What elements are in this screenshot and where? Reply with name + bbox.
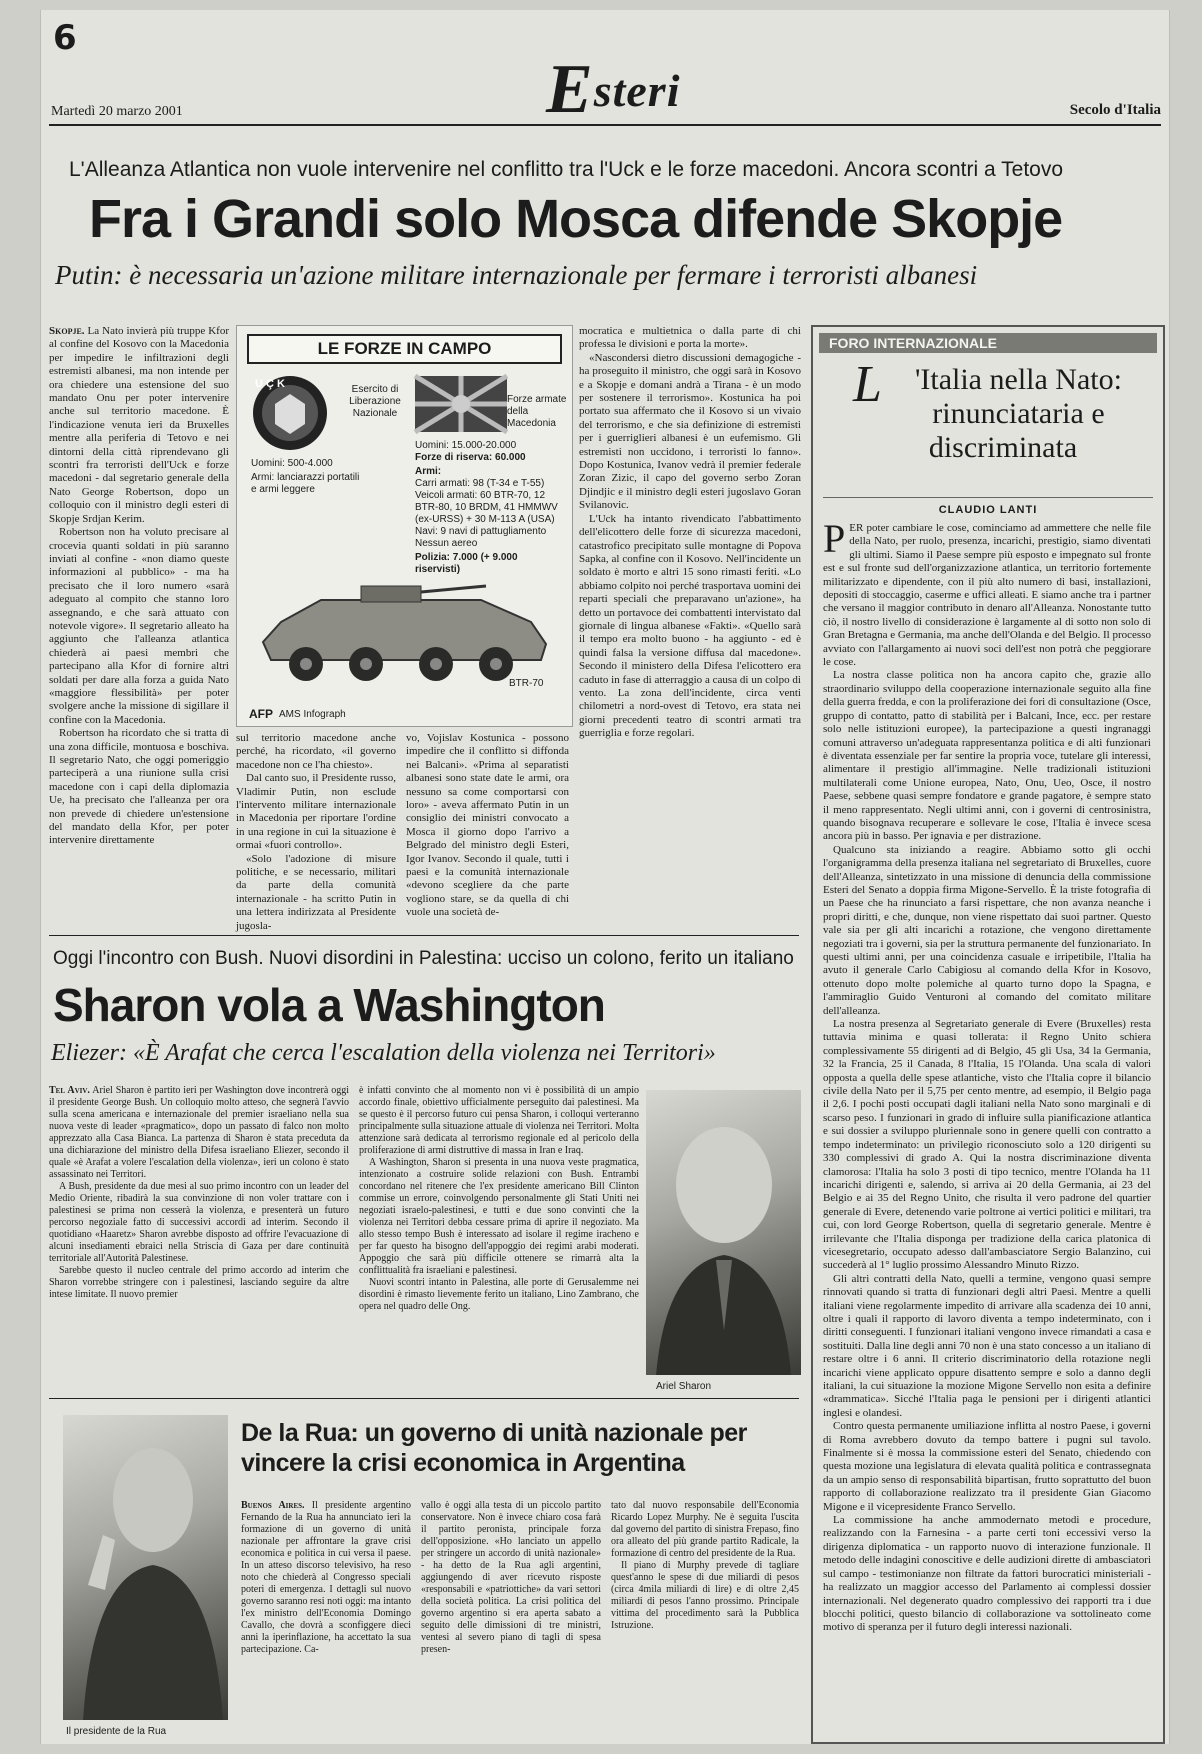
delarua-col2-text: vallo è oggi alla testa di un piccolo partito conservatore. Non è invece chiaro cosa farà il partito peronista, principale forza dell'opposizione. «Ho lanciato un appello per stringere un accordo di unità nazionale» - ha detto de la Rua agli argentini, aggiungendo di aver ricevuto risposte «responsabili e «patriottiche» da vari settori della società politica. La crisi politica del governo argentino si era aperta sabato a seguito delle dimissioni di tre ministri, ventesi al severo piano di tagli di spesa presen- xyxy=(421,1500,601,1655)
sharon-dateline: Tel Aviv. xyxy=(49,1085,90,1096)
opinion-para6: Contro questa permanente umiliazione inflitta al nostro Paese, i governi di Roma avrebbero dovuto da tempo battere i pugni sul tavolo. Finalmente si è mossa la commissione esteri del Senato, chiedendo con questa mozione una legislatura di elevata qualità politica e contrassegnata da un ampio senso di responsabilità bipartisan, frutto soprattutto del buon rapporto di collaborazione realizzato tra il presidente Gian Giacomo Migone e il vicepresidente Franco Servello. xyxy=(823,1420,1151,1513)
macedonia-flag-icon xyxy=(415,376,507,432)
newspaper-page xyxy=(40,10,1170,1744)
section-title-rest: steri xyxy=(593,65,681,116)
delarua-photo xyxy=(63,1415,228,1720)
sharon-col1-text2: A Bush, presidente da due mesi al suo primo incontro con un leader del Medio Oriente, ribadirà la sua convinzione di non voler trattare con i palestinesi se prima non cesserà la violenza, e presenterà un futuro percorso negoziale fatto di successivi accordi ad interim. Secondo il quotidiano «Haaretz» Sharon avrebbe disposto ad offrire l'evacuazione di alcuni insediamenti ebraici nella Striscia di Gaza per dare continuità territoriale all'Autorità Palestinese. xyxy=(49,1181,349,1264)
opinion-para1: ER poter cambiare le cose, cominciamo ad ammettere che nelle file della Nato, per ruolo, presenza, incarichi, prestigio, siamo diventati gli ultimi. Siamo il Paese sempre più esposto e impegnato sul fronte est e sul fronte sud dell'organizzazione atlantica, un territorio fortemente militarizzato e dipendente, con il più alto numero di basi, installazioni, depositi di stoccaggio, caserme e uffici alleati. E siamo anche tra i partner che versano il maggior contributo in denaro all'Alleanza. Nonostante tutto ciò, il nostro livello di considerazione è largamente al di sotto non solo di Gran Bretagna e Germania, ma anche dell'Olanda e del Belgio. Il processo avviato con l'allargamento ai nuovi soci dell'est non potrà che peggiorare le cose. xyxy=(823,522,1151,669)
main-column-4 xyxy=(579,325,801,922)
opinion-para5: Gli altri contratti della Nato, quelli a termine, vengono quasi sempre rinnovati quando si tratta di funzionari degli altri Paesi. Mentre a quelli italiani viene regolarmente impedito di arrivare alla scadenza dei 10 anni, oltre i quali il rapporto di lavoro diventa a tempo indeterminato, con i diritti conseguenti. I funzionari italiani vengono invece rimandati a casa e sostituiti. Dalla line degli anni 70 non è una stato concesso a un italiano di restare oltre i 6 anni. Il criterio discriminatorio della rotazione negli incarichi viene applicato oppure disattento sempre e solo a danno degli italiani, la cui situazione la mozione Migone Servello non esita a definire «drammatica». Sicché l'Italia paga le pensioni per i dirigenti atlantici inglesi e olandesi. xyxy=(823,1272,1151,1419)
delarua-column-1 xyxy=(241,1500,411,1740)
sharon-column-1 xyxy=(49,1085,349,1385)
opinion-para4: La nostra presenza al Segretariato generale di Evere (Bruxelles) resta tuttavia minima e quasi tollerata: il Regno Unito schiera complessivamente 55 dirigenti ad di Belgio, 45 gli Usa, 34 la Germania, 32 la Francia, 25 il Canada, 8 l'Italia, 15 l'Olanda. Una scala di valori opposta a quella delle spese atlantiche, visto che l'Italia copre il bilancio civile della Nato per il 5,75 per cento mentre, ad esempio, il Belgio paga il 2,6. I pochi posti occupati dagli italiani nella Nato sono marginali e di scarso peso. I funzionari in grado di influire sulla pianificazione atlantica e sui dossier a sviluppo pluriennale sono in genere quelli con contratto a tempo indeterminato: un privilegio riconosciuto solo a 120 dirigenti su 330 complessivi di grado A. Qui la nostra discriminazione diventa clamorosa: l'Italia ha solo 3 posti di tipo tecnico, mentre l'Olanda ha 11 incarichi dirigenti e, salendo, si arriva ai 20 della Germania, ai 23 del Belgio e ai 35 del Regno Unito, che risulta il vero padrone del quartier generale di Evere, detenendo varie poltrone ai vertici politici e militari, tra cui, con lord George Robertson, quella di segretario generale. Mentre è irrilevante che l'Italia disponga per tradizione della carica platonica di vicesegretario, occupato adesso dall'ambasciatore Sergio Balanzino, cui succederà al 1° luglio prossimo Alessandro Minuto Rizzo. xyxy=(823,1018,1151,1272)
sharon-col2-text: è infatti convinto che al momento non vi è possibilità di un ampio accordo finale, obiettivo ufficialmente perseguito dai palestinesi. Ma se questo è il percorso futuro cui pensa Sharon, i colloqui verteranno principalmente sulla situazione attuale di violenza nei Territori. Molta attenzione sarà dedicata al terrorismo regionale ed al pericolo della proliferazione di armi distruttive di massa in Iran e Iraq. xyxy=(359,1085,639,1156)
delarua-col3-text: tato dal nuovo responsabile dell'Economia Ricardo Lopez Murphy. Ne è seguita l'uscita dal governo del partito di sinistra Frepaso, fino ora alleato del più grande partito Radicale, la formazione di centro del presidente de la Rua. xyxy=(611,1500,799,1559)
main-col3-text: vo, Vojislav Kostunica - possono impedire che il conflitto si diffonda nei Balcani». «Prima al separatisti albanesi sono state date le armi, ora nessuno sa come comportarsi con loro» - aveva affermato Putin in un consiglio dei ministri convocato a Mosca il giorno dopo l'arrivo a Belgrado del ministro degli Esteri, Igor Ivanov. Secondo il quale, tutti i paesi e la comunità internazionale «devono scegliere da che parte vogliono stare, se da quella di chi vuole una società de- xyxy=(406,732,569,919)
section-title xyxy=(546,50,680,130)
main-col2-text3: «Solo l'adozione di misure politiche, e se necessario, militari da parte della comunità internazionale - ha scritto Putin in una lettera indirizzata al Presidente jugosla- xyxy=(236,852,396,932)
infographic-title: LE FORZE IN CAMPO xyxy=(247,334,562,364)
main-dateline: Skopje. xyxy=(49,325,85,337)
main-col1-text: La Nato invierà più truppe Kfor al confine del Kosovo con la Macedonia per impedire le infiltrazioni degli estremisti albanesi, ma non intende per ora chiedere una estensione del suo mandato Onu per poter intervenire anche sul territorio macedone. È l'indicazione venuta ieri da Bruxelles mentre alla periferia di Tetovo e nei dintorni della città riprendevano gli scontri fra terroristi dell'Uck e forze macedoni - dal segretario generale della Nato George Robertson, dopo un colloquio con il ministro degli esteri di Skopje Srdjan Kerim. xyxy=(49,325,229,525)
delarua-headline: De la Rua: un governo di unità nazionale per vincere la crisi economica in Argentina xyxy=(241,1419,747,1477)
main-column-1 xyxy=(49,325,229,910)
mac-air: Nessun aereo xyxy=(415,538,478,549)
opinion-byline: CLAUDIO LANTI xyxy=(823,497,1153,516)
uck-name: Esercito di Liberazione Nazionale xyxy=(349,384,401,419)
section-initial: E xyxy=(546,51,594,128)
forces-infographic xyxy=(236,325,573,727)
sharon-rule xyxy=(49,935,799,936)
main-col4-text2: «Nascondersi dietro discussioni demagogiche - ha proseguito il ministro, che oggi sarà in Kosovo e a Skopje e domani andrà a Tirana - è un modo per sostenere il terrorismo». Kostunica ha poi portato sua affermato che il Kosovo si un vivaio del terrorismo, e che sia definizione di estremisti per i guerriglieri albanesi è un eufemismo. Gli estremisti non uccidono, i terroristi lo fanno». Dopo Kostunica, Ivanov vedrà il premier federale Zoran Zizic, il capo del governo serbo Zoran Djindjic e il ministro degli esteri jugoslavo Goran Svilanovic. xyxy=(579,351,801,512)
sharon-subheadline: Eliezer: «È Arafat che cerca l'escalation della violenza nei Territori» xyxy=(51,1040,716,1066)
sharon-column-2 xyxy=(359,1085,639,1385)
uck-arms: Armi: lanciarazzi portatili e armi leggere xyxy=(251,472,360,495)
opinion-title-text: 'Italia nella Nato: rinunciataria e discriminata xyxy=(914,363,1122,464)
main-headline: Fra i Grandi solo Mosca difende Skopje xyxy=(89,189,1063,249)
infographic-credit: AFP xyxy=(249,707,273,721)
macedonia-name: Forze armate della Macedonia xyxy=(507,394,567,429)
main-col2-text: sul territorio macedone anche perché, ha ricordato, «il governo macedone non ce l'ha chiesto». xyxy=(236,732,396,771)
header-rule xyxy=(49,124,1161,126)
main-col2-text2: Dal canto suo, il Presidente russo, Vladimir Putin, non esclude l'intervento militare internazionale in Macedonia per riportare l'ordine in una regione in cui la situazione è ormai «fuori controllo». xyxy=(236,772,396,852)
sharon-col1-text: Ariel Sharon è partito ieri per Washington dove incontrerà oggi il presidente George Bush. Un colloquio molto atteso, che segnerà l'avvio sulla scena americana e internazionale del premier israeliano nella sua nuova veste di leader «pragmatico», dopo un passato di falco non molto apprezzato alla Casa Bianca. La partenza di Sharon è stata preceduta da una dichiarazione del ministro della Difesa israeliano Eliezer, secondo il quale «è Arafat a volere l'escalation della violenza», ieri un colono è stato assassinato nei Territori. xyxy=(49,1085,350,1180)
mac-reserve: Forze di riserva: 60.000 xyxy=(415,452,526,463)
uck-men: Uomini: 500-4.000 xyxy=(251,458,333,469)
mac-tanks: Carri armati: 98 (T-34 e T-55) xyxy=(415,478,545,489)
main-col1-text3: Robertson ha ricordato che si tratta di una zona difficile, montuosa e boschiva. Il segretario Nato, che oggi pomeriggio parteciperà a una riunione sulla crisi macedone con i capi della diplomazia Ue, ha precisato che l'alleanza per ora non prevede di chiedere un'estensione del mandato della Kfor, per poter intervenire direttamente xyxy=(49,727,229,847)
mac-navy: Navi: 9 navi di pattugliamento xyxy=(415,526,547,537)
portrait-icon xyxy=(63,1415,228,1720)
delarua-column-3 xyxy=(611,1500,799,1740)
delarua-col1-text: Il presidente argentino Fernando de la Rua ha annunciato ieri la formazione di un governo di unità nazionale per affrontare la grave crisi economica e politica in cui versa il paese. In un atteso discorso televisivo, ha reso noto che chiederà al Congresso speciali poteri di emergenza. I dettagli sul nuovo governo saranno resi noti oggi: ma intanto l'ex ministro dell'Economia Domingo Cavallo, che dovrà a sconfiggere dieci anni la iperinflazione, ha accettato la sua partecipazione. Ca- xyxy=(241,1500,411,1655)
sharon-photo xyxy=(646,1090,801,1375)
opinion-body xyxy=(823,516,1151,1732)
delarua-rule xyxy=(49,1398,799,1399)
masthead: Secolo d'Italia xyxy=(1069,102,1161,118)
portrait-icon xyxy=(646,1090,801,1375)
main-column-2 xyxy=(236,732,396,932)
delarua-dateline: Buenos Aires. xyxy=(241,1500,305,1511)
sharon-headline: Sharon vola a Washington xyxy=(53,979,605,1031)
mac-arms-label: Armi: xyxy=(415,466,442,477)
delarua-column-2 xyxy=(421,1500,601,1740)
mac-men: Uomini: 15.000-20.000 xyxy=(415,440,517,451)
opinion-drop-cap: P xyxy=(823,516,846,561)
sharon-col2-text2: A Washington, Sharon si presenta in una nuova veste pragmatica, intenzionato a costruire solide relazioni con Bush. Entrambi concordano nel ritenere che l'ex presidente americano Bill Clinton commise un errore, coinvolgendo personalmente gli Stati Uniti nei negoziati israelo-palestinesi, e tutti e due sono convinti che la violenza nei Territori debba cessare prima di aprire il negoziato. Ma allo stesso tempo Bush è interessato ad isolare il regime iracheno e per far questo ha bisogno dell'appoggio dei regimi arabi moderati. Appoggio che sarà più difficile ottenere se rimarrà alta la conflittualità fra israeliani e palestinesi. xyxy=(359,1157,639,1276)
main-col4-text3: L'Uck ha intanto rivendicato l'abbattimento dell'elicottero delle forze di sicurezza macedoni, catastrofico precipitato sulle montagne di Popova Sapka, al confine con il Kosovo. Nell'incidente un soldato è morto e altri 15 sono rimasti feriti. «Lo abbiamo colpito noi perché trasportava uomini dei reparti speciali che preparavano un'azione», ha detto un portavoce dei combattenti intervistato dal giornale di lingua albanese «Fakti». «Quello sarà il tempo era molto buono - ha aggiunto - ed è quindi falsa la versione diffusa dal macedone». Secondo il ministero della Difesa l'elicottero era caduto in fase di atterraggio a causa di un colpo di vento. La zona dell'incidente, circa venti chilometri a nord-ovest di Tetovo, era stata nei giorni precedenti teatro di scontri armati tra guerriglia e forze regolari. xyxy=(579,512,801,740)
main-subheadline: Putin: è necessaria un'azione militare internazionale per fermare i terroristi albanesi xyxy=(55,260,978,290)
mac-vehicles: Veicoli armati: 60 BTR-70, 12 BTR-80, 10 BRDM, 41 HMMWV (ex-URSS) + 30 M-113 A (USA) xyxy=(415,490,558,525)
uck-label: U Ç K xyxy=(255,378,285,390)
opinion-title xyxy=(853,356,1153,465)
sharon-col2-text3: Nuovi scontri intanto in Palestina, alle porte di Gerusalemme nei disordini è rimasto lievemente ferito un italiano, Lino Zambrano, che opera nel quadro delle Ong. xyxy=(359,1277,639,1312)
main-kicker: L'Alleanza Atlantica non vuole intervenire nel conflitto tra l'Uck e le forze macedoni. Ancora scontri a Tetovo xyxy=(69,158,1064,181)
sharon-photo-caption: Ariel Sharon xyxy=(656,1381,712,1392)
main-col1-text2: Robertson non ha voluto precisare al crocevia quanti soldati in più saranno inviati al confine - «non diamo queste informazioni al pubblico» - ma ha precisato che il loro numero «sarà adeguato al compito che stanno loro assegnando, e che sarà attuato con notevole vigore». Il segretario alleato ha aggiunto che l'alleanza atlantica chiederà ai paesi membri che partecipano alla Kfor di fornire altri soldati per dare alla forza a guida Nato «maggiore flessibilità» per poter svolgere anche la missione di sigillare il confine con la Macedonia. xyxy=(49,526,229,726)
opinion-para7: La commissione ha anche ammodernato metodi e procedure, realizzando con la Farnesina - a parte certi toni eccessivi verso la dirigenza diplomatica - un rapporto nuovo di interazione funzionale. Il metodo delle indagini conoscitive e delle audizioni dirette di ambasciatori sul campo - testimonianze non filtrate da fattori burocratici ministeriali - ha realizzato un maggior accesso del Parlamento ai complessi dossier internazionali. Nel degenerato quadro complessivo dei rapporti tra i due blocchi politici, questo bilancio di collaborazione va sottolineato come motivo di speranza per il futuro degli interessi nazionali. xyxy=(823,1514,1151,1634)
delarua-col3-text2: Il piano di Murphy prevede di tagliare quest'anno le spese di due miliardi di pesos (circa 4mila miliardi di lire) e di oltre 2,45 miliardi di pesos l'anno prossimo. Principale vittima del procedimento sarà la Pubblica Istruzione. xyxy=(611,1560,799,1631)
opinion-band: FORO INTERNAZIONALE xyxy=(819,333,1157,353)
main-column-3 xyxy=(406,732,569,922)
mac-police: Polizia: 7.000 (+ 9.000 riservisti) xyxy=(415,552,518,575)
sharon-kicker: Oggi l'incontro con Bush. Nuovi disordini in Palestina: ucciso un colono, ferito un italiano xyxy=(53,948,794,969)
issue-date: Martedì 20 marzo 2001 xyxy=(51,104,183,119)
sharon-col1-text3: Sarebbe questo il nucleo centrale del primo accordo ad interim che Sharon vorrebbe stringere con i palestinesi, lasciando seguire da altre intese limitate. Il nuovo premier xyxy=(49,1265,349,1300)
armored-vehicle-icon xyxy=(251,572,561,692)
opinion-para3: Qualcuno sta iniziando a reagire. Abbiamo sotto gli occhi l'organigramma della presenza italiana nel segretariato di Bruxelles, cuore dell'Alleanza, sintetizzato in una missione di denuncia della commissione Esteri del Senato a doppia firma Migone-Servello. È la triste fotografia di un Paese che ha rinunciato a farsi rispettare, che non avanza neanche i propri diritti, e che, dunque, non viene rispettato dai suoi partner. Questo vale sia per gli alti incarichi a rotazione, che vengono direttamente negoziati tra i governi, sia per la struttura permanente del funzionariato. In questi ultimi anni, per una coincidenza casuale e irripetibile, l'Italia ha avuto il generale Carlo Cabigiosu al comando della Kfor in Kosovo, ottenuto dopo molte polemiche al quarto turno dopo la Spagna, e l'ammiraglio Guido Venturoni al comando del comitato militare dell'alleanza. xyxy=(823,843,1151,1017)
main-col4-text: mocratica e multietnica o dalla parte di chi professa le divisioni e porta la morte». xyxy=(579,325,801,351)
opinion-box xyxy=(811,325,1165,1744)
opinion-para2: La nostra classe politica non ha ancora capito che, grazie allo straordinario sviluppo della cooperazione internazionale seguito alla fine della guerra fredda, e con la proliferazione dei fori di consultazione (Osce, gruppo di contatto, patto di stabilità per i Balcani, Ince, ecc. per restare solo nelle istituzioni europee), la partecipazione a questi ingranaggi comuni attraverso un'adeguata rappresentanza politica e di alti funzionari è diventata essenziale per far sentire la propria voce, tutelare gli interessi, alimentare il prestigio all'immagine. Nelle tradizionali istituzioni multilaterali come Unione europea, Nato, Onu, Ueo, Osce, il nostro Paese, sebbene quasi sempre fondatore e grande pagatore, è sempre stato il meno rappresentato. Negli ultimi anni, con i governi di centrosinistra, quando bisognava recuperare e sollevare le cose, l'Italia è invece scesa ancora più in basso. Per ignavia e per distrazione. xyxy=(823,669,1151,843)
infographic-credit2: AMS Infograph xyxy=(279,709,346,720)
page-number: 6 xyxy=(53,18,77,58)
opinion-title-initial: L xyxy=(853,356,882,413)
vehicle-label: BTR-70 xyxy=(509,678,544,689)
delarua-photo-caption: Il presidente de la Rua xyxy=(66,1726,167,1737)
